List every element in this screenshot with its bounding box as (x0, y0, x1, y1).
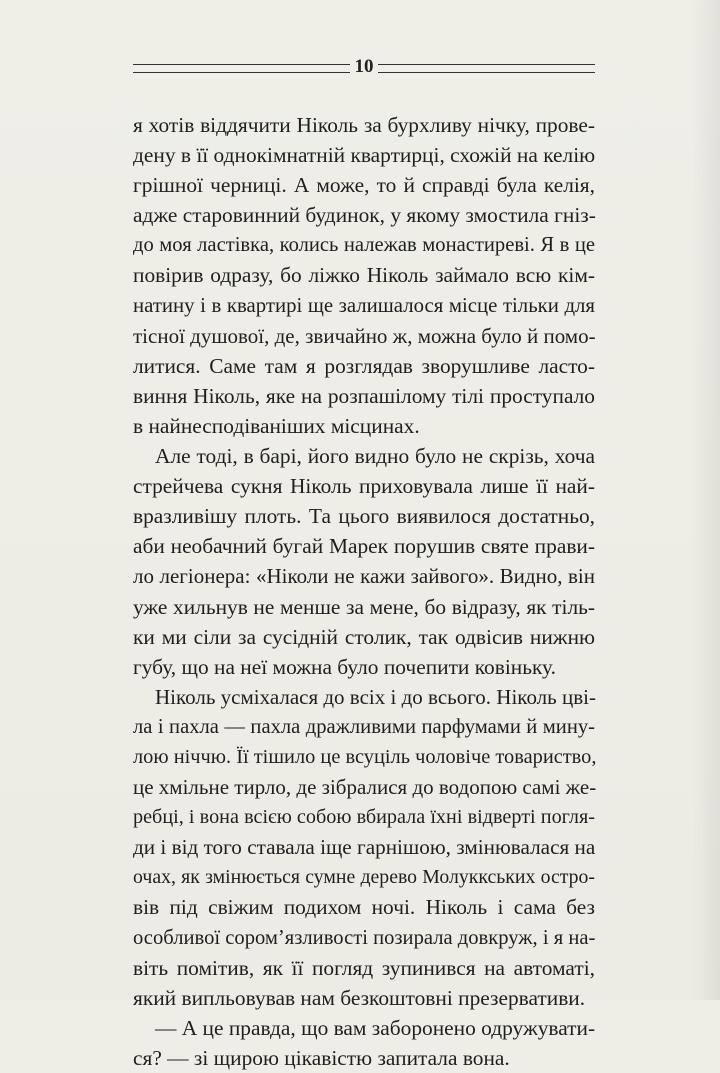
text-line: Але тоді, в барі, його видно було не скрізь, хоча (155, 444, 595, 469)
text-line: дену в її однокімнатній квартирці, схожій на келію (133, 143, 596, 168)
text-line: адже старовинний будинок, у якому змостила гніз- (133, 203, 596, 228)
text-line: вів під свіжим подихом ночі. Ніколь і сама без (133, 895, 595, 920)
text-line: який випльовував нам безкоштовні презервативи. (133, 985, 586, 1010)
text-line: ди і від того ставала іще гарнішою, змінювалася на (133, 835, 596, 860)
body-text (133, 110, 595, 1073)
page-number: 10 (354, 56, 374, 77)
text-line: до моя ластівка, колись належав монастиреві. Я в це (133, 234, 595, 257)
header-rule-right (378, 64, 595, 73)
text-line: віть помітив, як її погляд зупинився на автоматі, (133, 955, 595, 980)
page-edge-shadow (690, 0, 720, 1000)
text-line: ся? — зі щирою цікавістю запитала вона. (133, 1045, 510, 1070)
text-line: губу, що на неї можна було почепити ковіньку. (133, 654, 556, 679)
text-line: в найнесподіваніших місцинах. (133, 413, 420, 438)
text-line: ло легіонера: «Ніколи не кажи зайвого». Видно, він (133, 564, 595, 589)
text-line: ла і пахла — пахла дражливими парфумами й мину- (133, 715, 595, 738)
text-line: лою ніччю. Її тішило це всуціль чоловіче товариство, (133, 745, 597, 768)
text-line: литися. Саме там я розглядав зворушливе ласто- (133, 353, 595, 378)
text-line: уже хильнув не менше за мене, бо відразу, як тіль- (133, 594, 595, 619)
text-line: особливої сором’язливості позирала довкруж, і я на- (133, 926, 596, 949)
text-line: це хмільне тирло, де зібралися до водопою самі же- (133, 775, 597, 800)
text-line: ребці, і вона всією собою вбирала їхні відверті погля- (133, 806, 595, 829)
text-line: виння Ніколь, яке на розпашілому тілі проступало (133, 383, 595, 408)
running-header (133, 54, 595, 84)
text-line: натину і в квартирі ще залишалося місце тільки для (133, 293, 595, 317)
text-line: вразливішу плоть. Та цього виявилося достатньо, (133, 504, 595, 529)
text-line: грішної черниці. А може, то й справді була келія, (133, 173, 595, 198)
text-line: стрейчева сукня Ніколь приховувала лише її най- (133, 474, 595, 499)
text-line: тісної душової, де, звичайно ж, можна було й помо- (133, 323, 596, 348)
text-line: Ніколь усміхалася до всіх і до всього. Ніколь цві- (155, 684, 596, 709)
text-line: ки ми сіли за сусідній столик, так одвісив нижню (133, 624, 595, 649)
text-line: аби необачний бугай Марек порушив святе прави- (133, 534, 595, 559)
text-line: повірив одразу, бо ліжко Ніколь займало всю кім- (133, 263, 595, 288)
text-line: я хотів віддячити Ніколь за бурхливу нічку, прове- (133, 113, 595, 137)
text-line: — А це правда, що вам заборонено одружувати- (155, 1015, 596, 1040)
text-line: очах, як змінюється сумне дерево Молуккських остро- (133, 866, 595, 889)
